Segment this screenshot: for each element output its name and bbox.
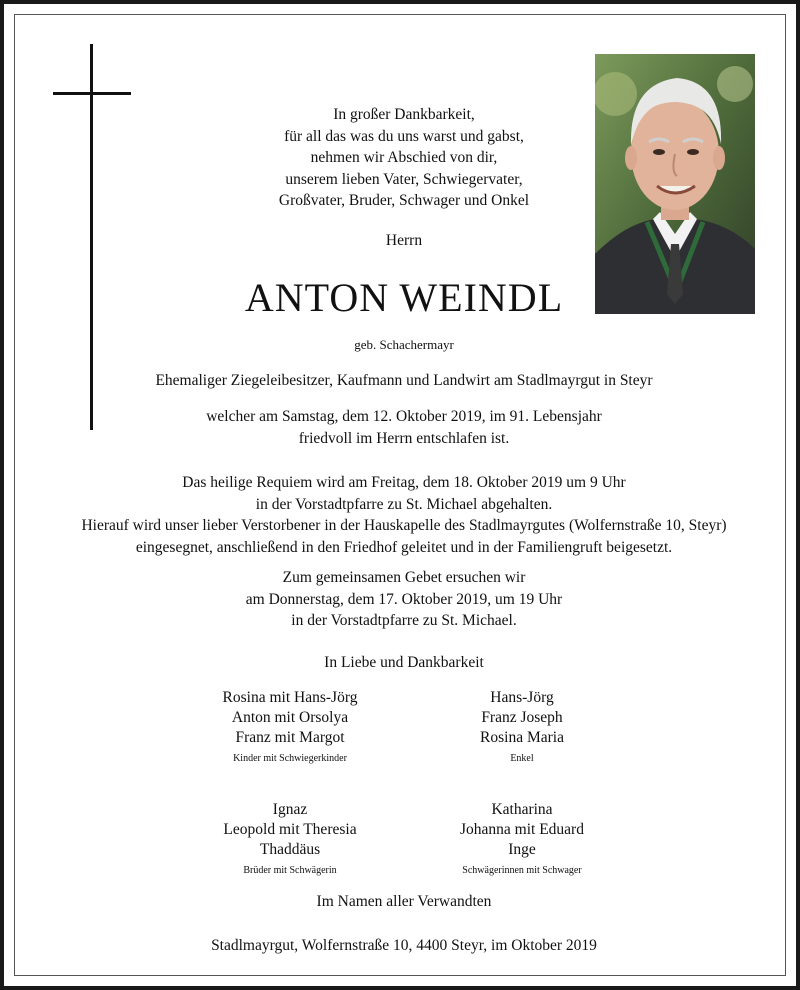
deceased-name: ANTON WEINDL (244, 275, 564, 320)
death-notice-line: friedvoll im Herrn entschlafen ist. (298, 429, 510, 447)
family-member: Leopold mit Theresia (223, 821, 357, 838)
dedication-line: nehmen wir Abschied von dir, (310, 149, 498, 166)
group-label: Enkel (510, 753, 534, 764)
requiem-line: eingesegnet, anschließend in den Friedhof geleitet und in der Familiengruft beigesetzt. (135, 538, 673, 556)
dedication-line: unserem lieben Vater, Schwiegervater, (285, 170, 523, 188)
family-member: Rosina mit Hans-Jörg (222, 689, 358, 706)
death-notice-line: welcher am Samstag, dem 12. Oktober 2019, im 91. Lebensjahr (206, 408, 602, 425)
cross-icon-bar (53, 92, 131, 95)
requiem-line: Hierauf wird unser lieber Verstorbener in der Hauskapelle des Stadlmayrgutes (Wolfernstraße 10, Steyr) (81, 517, 727, 534)
salutation: Herrn (385, 232, 423, 249)
death-notice (4, 406, 800, 449)
requiem-line: Das heilige Requiem wird am Freitag, dem 18. Oktober 2019 um 9 Uhr (182, 474, 626, 491)
address-line: Stadlmayrgut, Wolfernstraße 10, 4400 Steyr, im Oktober 2019 (211, 937, 597, 954)
family-member: Franz mit Margot (235, 729, 345, 746)
group-label: Schwägerinnen mit Schwager (462, 865, 582, 876)
dedication-block (4, 104, 800, 212)
family-member: Rosina Maria (480, 729, 564, 746)
family-member: Franz Joseph (481, 709, 563, 726)
family-member: Johanna mit Eduard (460, 821, 584, 838)
dedication-line: Großvater, Bruder, Schwager und Onkel (278, 192, 530, 209)
group-label: Kinder mit Schwiegerkinder (233, 753, 347, 764)
requiem-line: in der Vorstadtpfarre zu St. Michael abgehalten. (255, 495, 553, 513)
dedication-line: für all das was du uns warst und gabst, (284, 127, 524, 145)
love-line: In Liebe und Dankbarkeit (324, 654, 484, 671)
group-label: Brüder mit Schwägerin (243, 865, 337, 876)
requiem-block (4, 472, 800, 558)
occupation: Ehemaliger Ziegeleibesitzer, Kaufmann und Landwirt am Stadlmayrgut in Steyr (155, 372, 653, 389)
prayer-block (4, 567, 800, 632)
prayer-line: am Donnerstag, dem 17. Oktober 2019, um 19 Uhr (245, 590, 563, 608)
family-member: Thaddäus (259, 841, 321, 858)
sisters-in-law-group (372, 800, 672, 878)
dedication-line: In großer Dankbarkeit, (333, 106, 475, 123)
grandchildren-group (372, 688, 672, 766)
family-member: Katharina (491, 801, 553, 818)
prayer-line: Zum gemeinsamen Gebet ersuchen wir (282, 569, 526, 586)
family-member: Hans-Jörg (490, 689, 554, 706)
family-member: Ignaz (272, 801, 308, 818)
relatives-line: Im Namen aller Verwandten (316, 893, 492, 910)
prayer-line: in der Vorstadtpfarre zu St. Michael. (291, 612, 517, 629)
family-member: Anton mit Orsolya (231, 709, 349, 726)
birth-name: geb. Schachermayr (354, 337, 454, 352)
family-member: Inge (508, 841, 536, 858)
